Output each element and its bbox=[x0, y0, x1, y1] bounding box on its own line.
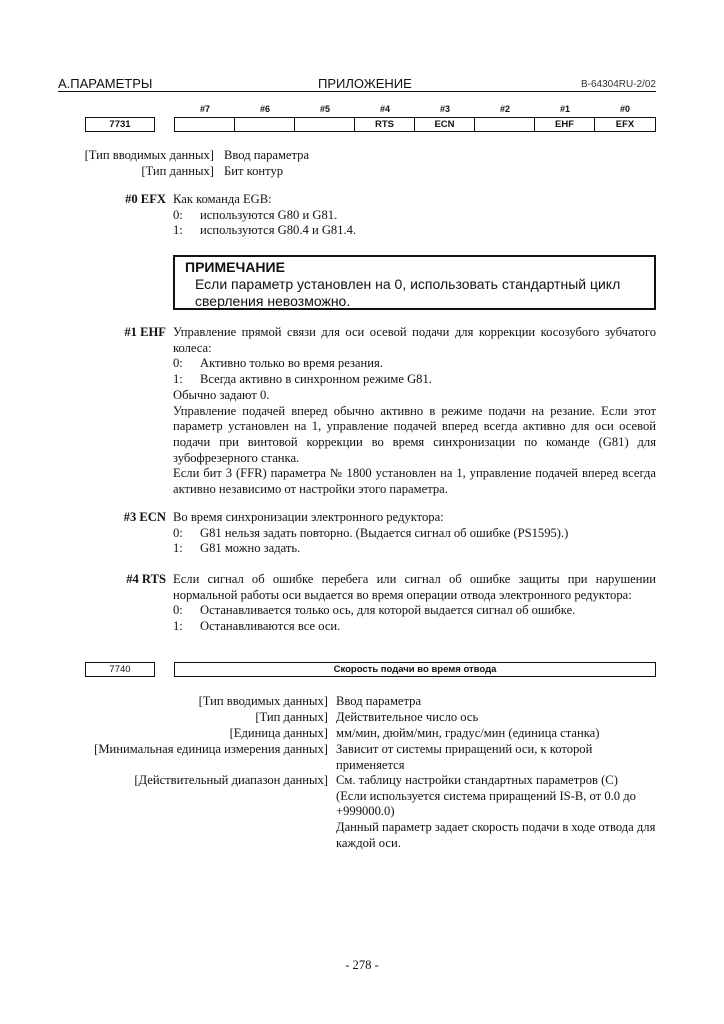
item-number: 0: bbox=[173, 603, 183, 618]
page-number: - 278 - bbox=[345, 958, 379, 972]
paragraph: Обычно задают 0. bbox=[173, 387, 270, 402]
bit-header: #6 bbox=[259, 104, 270, 114]
item-text: Останавливаются все оси. bbox=[200, 619, 341, 634]
list-item bbox=[173, 372, 656, 388]
field-label: [Минимальная единица измерения данных] bbox=[94, 742, 328, 756]
field-value: Ввод параметра bbox=[224, 148, 310, 162]
bit-header: #7 bbox=[199, 104, 210, 114]
bit-name-ecn: #3 ECN bbox=[123, 510, 166, 524]
bit-cell: EHF bbox=[535, 118, 595, 131]
field-value-block bbox=[336, 773, 658, 852]
bit-header: #3 bbox=[439, 104, 450, 114]
item-text: G81 нельзя задать повторно. (Выдается сигнал об ошибке (PS1595).) bbox=[200, 525, 569, 540]
bit-name-ehf: #1 EHF bbox=[124, 325, 166, 339]
field-label: [Тип вводимых данных] bbox=[198, 694, 328, 708]
bit-name-efx: #0 EFX bbox=[125, 192, 166, 206]
bit-cell: EFX bbox=[615, 119, 635, 130]
paragraph: Управление подачей вперед обычно активно в режиме подачи на резание. Если этот параметр установлен на 1, управление подачей вперед всегда активно для оси осевой подачи при винтовой коррекции во время синхронизации по команде (G81) для зубофрезерного станка. bbox=[173, 403, 656, 465]
chapter-title: ПРИЛОЖЕНИЕ bbox=[318, 76, 412, 91]
field-value: мм/мин, дюйм/мин, градус/мин (единица станка) bbox=[336, 726, 600, 740]
bit-cell bbox=[295, 118, 355, 131]
item-text: используются G80 и G81. bbox=[200, 207, 338, 222]
bit-cell: ECN bbox=[415, 118, 475, 131]
list-item bbox=[173, 619, 656, 635]
section-title: А.ПАРАМЕТРЫ bbox=[58, 76, 153, 91]
item-number: 0: bbox=[173, 525, 183, 540]
item-text: Активно только во время резания. bbox=[200, 356, 383, 371]
rts-description bbox=[173, 572, 656, 635]
parameter-title-7740: Скорость подачи во время отвода bbox=[174, 662, 656, 677]
bit-table bbox=[174, 117, 656, 132]
paragraph: Во время синхронизации электронного редуктора: bbox=[173, 510, 444, 524]
list-item bbox=[173, 208, 656, 224]
field-value: Зависит от системы приращений оси, к которой применяется bbox=[336, 742, 593, 772]
note-text: Если параметр установлен на 0, использовать стандартный цикл сверления невозможно. bbox=[195, 276, 621, 309]
list-item bbox=[173, 526, 656, 542]
parameter-description: Данный параметр задает скорость подачи в ходе отвода для каждой оси. bbox=[336, 820, 656, 850]
list-item bbox=[173, 603, 656, 619]
bit-cell bbox=[175, 118, 235, 131]
item-text: G81 можно задать. bbox=[200, 541, 301, 556]
efx-description bbox=[173, 192, 656, 239]
item-text: Останавливается только ось, для которой выдается сигнал об ошибке. bbox=[200, 603, 576, 618]
field-label: [Тип данных] bbox=[141, 164, 214, 178]
field-label: [Тип вводимых данных] bbox=[84, 148, 214, 162]
note-title: ПРИМЕЧАНИЕ bbox=[185, 259, 285, 275]
bit-header: #2 bbox=[499, 104, 510, 114]
field-value: Действительное число ось bbox=[336, 710, 479, 724]
item-number: 1: bbox=[173, 619, 183, 634]
bit-header: #0 bbox=[619, 104, 630, 114]
item-text: Всегда активно в синхронном режиме G81. bbox=[200, 372, 432, 387]
item-number: 1: bbox=[173, 372, 183, 387]
item-number: 1: bbox=[173, 541, 183, 556]
document-code: B-64304RU-2/02 bbox=[580, 79, 656, 90]
item-number: 0: bbox=[173, 207, 183, 222]
field-label: [Тип данных] bbox=[255, 710, 328, 724]
note-box bbox=[173, 255, 656, 310]
list-item bbox=[173, 223, 656, 239]
ecn-description bbox=[173, 510, 656, 557]
bit-header: #1 bbox=[559, 104, 570, 114]
item-number: 0: bbox=[173, 356, 183, 371]
bit-header: #4 bbox=[379, 104, 390, 114]
header-rule bbox=[58, 91, 656, 92]
list-item bbox=[173, 541, 656, 557]
bit-header: #5 bbox=[319, 104, 330, 114]
paragraph: Управление прямой связи для оси осевой подачи для коррекции косозубого зубчатого колеса: bbox=[173, 325, 656, 355]
paragraph: Если бит 3 (FFR) параметра № 1800 установлен на 1, управление подачей вперед всегда активно независимо от настройки этого параметра. bbox=[173, 466, 656, 497]
paragraph: Как команда EGB: bbox=[173, 192, 272, 206]
ehf-description bbox=[173, 325, 656, 498]
bit-cell: RTS bbox=[355, 118, 415, 131]
bit-cell bbox=[475, 118, 535, 131]
field-label: [Единица данных] bbox=[229, 726, 328, 740]
bit-cell bbox=[235, 118, 295, 131]
field-label: [Действительный диапазон данных] bbox=[134, 773, 328, 787]
item-number: 1: bbox=[173, 223, 183, 238]
field-value: См. таблицу настройки стандартных параметров (C) bbox=[336, 773, 618, 787]
parameter-number-7740: 7740 bbox=[85, 662, 155, 677]
paragraph: Если сигнал об ошибке перебега или сигнал об ошибке защиты при нарушении нормальной работы оси выдается во время операции отвода электронного редуктора: bbox=[173, 572, 656, 602]
range-note: (Если используется система приращений IS-B, от 0.0 до +999000.0) bbox=[336, 788, 636, 819]
field-value: Ввод параметра bbox=[336, 694, 422, 708]
parameter-number-7731: 7731 bbox=[85, 117, 155, 132]
field-value: Бит контур bbox=[224, 164, 284, 178]
list-item bbox=[173, 356, 656, 372]
item-text: используются G80.4 и G81.4. bbox=[200, 223, 357, 238]
bit-name-rts: #4 RTS bbox=[126, 572, 166, 586]
